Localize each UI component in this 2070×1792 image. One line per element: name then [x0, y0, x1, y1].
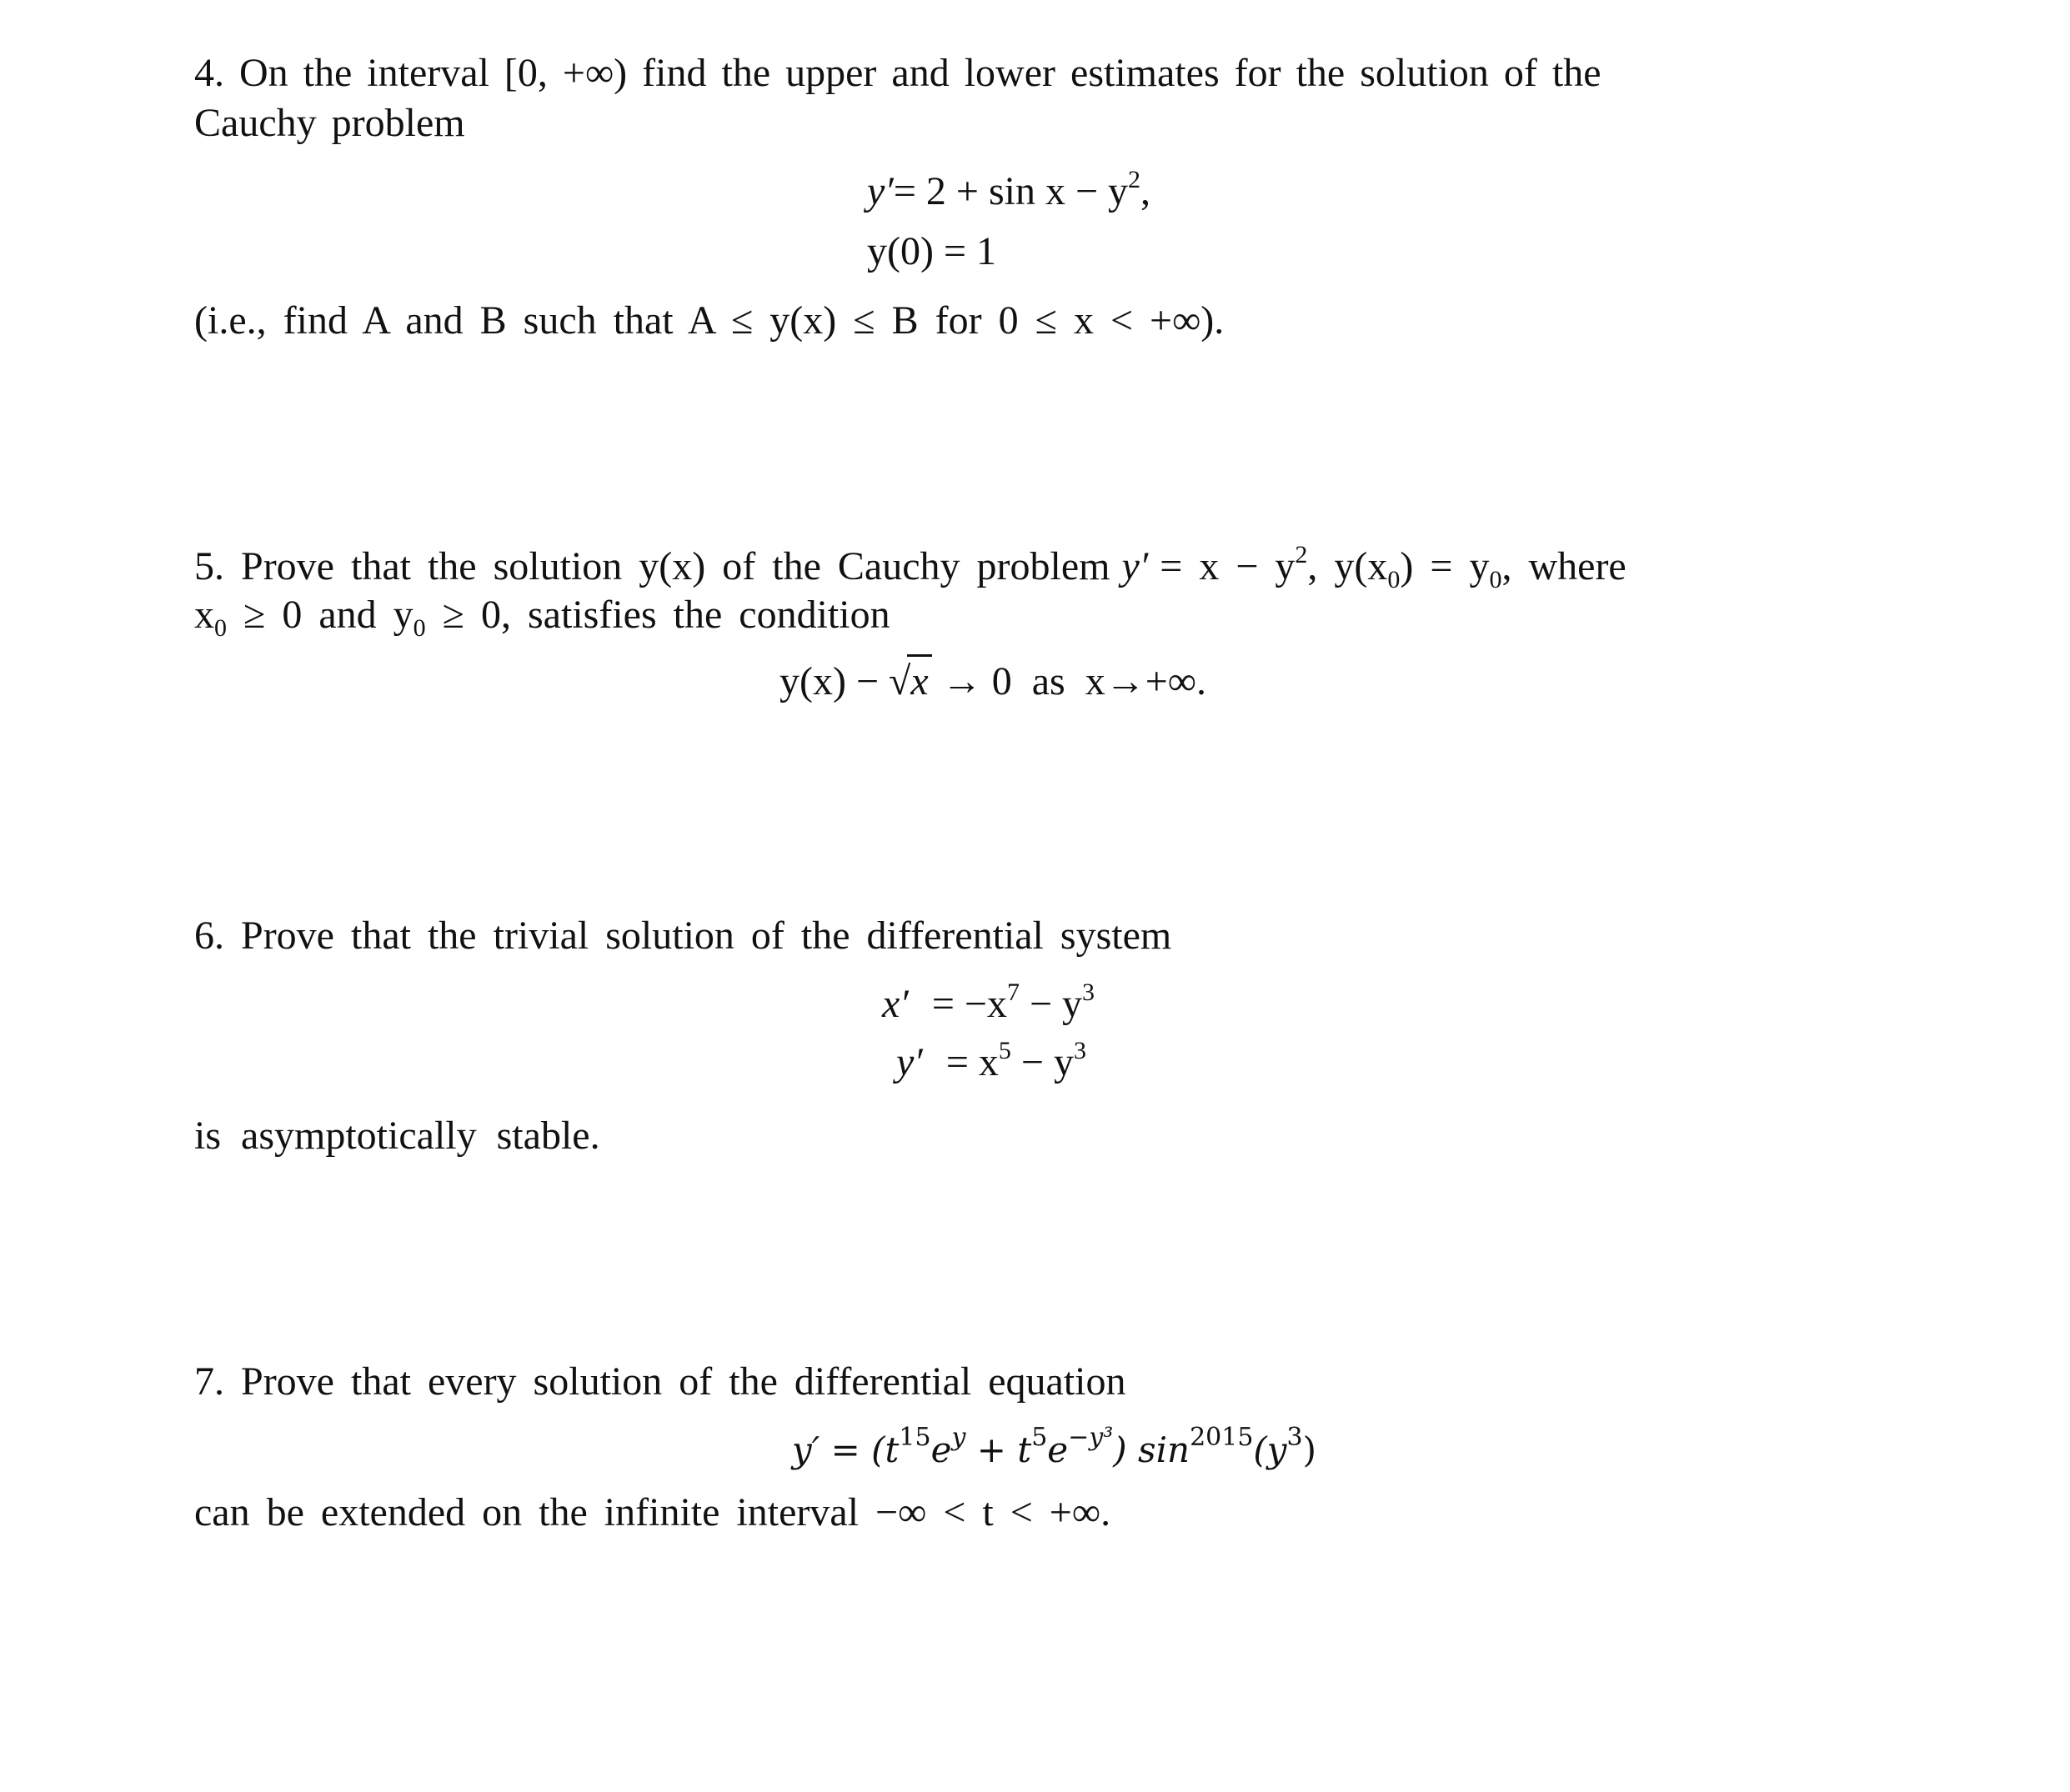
square-root-symbol: √	[889, 659, 911, 703]
problem-4-equation-2: y(0) = 1	[867, 229, 997, 273]
problem-5-limit-equation: y(x) − √x → 0 as x→+∞.	[779, 654, 1206, 707]
problem-4-statement-line-1: 4. On the interval [0, +∞) find the upper and lower estimates for the solution of the	[194, 51, 1601, 95]
problem-7-statement-line-2: can be extended on the infinite interval −∞ < t < +∞.	[194, 1490, 1111, 1534]
problem-7-equation: $y' = (t^{15}e^y + t^5e^{-y^3})$ $\sin^{2015}(y^3)$	[792, 1423, 1317, 1470]
problem-4-equation-1: $y'= 2 + \sin x - y^2$,	[867, 166, 1151, 213]
problem-7-statement-line-1: 7. Prove that every solution of the differential equation	[194, 1359, 1126, 1404]
y-prime: y′	[867, 169, 894, 213]
problem-6-statement-line-1: 6. Prove that the trivial solution of the differential system	[194, 914, 1172, 958]
problem-6-statement-line-2: is asymptotically stable.	[194, 1114, 600, 1158]
problem-4-statement-line-2: Cauchy problem	[194, 101, 465, 145]
problem-5-statement-line-1: 5. Prove that the solution y(x) of the Cauchy problem $y' = x - y^2$, $y(x_0) = y_0$, where	[194, 541, 1626, 593]
problem-5-statement-line-2: $x_0 \ge 0$ and $y_0 \ge 0$, satisfies the condition	[194, 593, 890, 642]
problem-6-equation-2: $y' = x^5 - y^3$	[896, 1037, 1086, 1084]
problem-4-statement-line-3: (i.e., find A and B such that A ≤ y(x) ≤ B for 0 ≤ x < +∞).	[194, 298, 1225, 343]
problem-6-equation-1: $x' = -x^7 - y^3$	[882, 979, 1095, 1026]
